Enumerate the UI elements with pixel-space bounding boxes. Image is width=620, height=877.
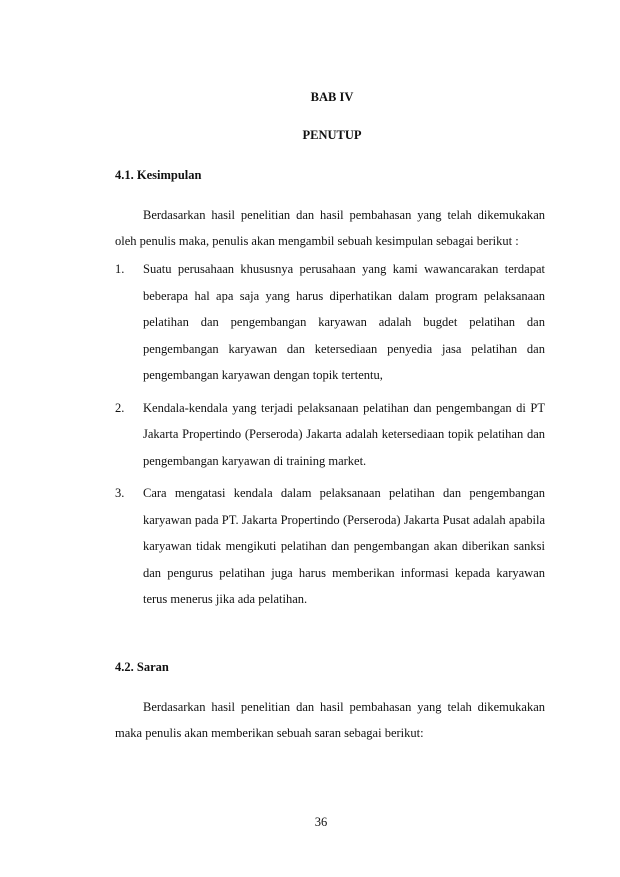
list-item	[115, 480, 545, 613]
list-item-text: Kendala-kendala yang terjadi pelaksanaan pelatihan dan pengembangan di PT Jakarta Propertindo (Perseroda) Jakarta adalah ketersediaan topik pelatihan dan pengembangan karyawan di training market.	[143, 400, 545, 468]
list-item-text: Suatu perusahaan khususnya perusahaan yang kami wawancarakan terdapat beberapa hal apa saja yang harus diperhatikan dalam program pelaksanaan pelatihan dan pengembangan karyawan adalah bugdet pelatihan dan pengembangan karyawan dan ketersediaan penyedia jasa pelatihan dan pengembangan karyawan dengan topik tertentu,	[143, 262, 545, 382]
conclusion-list	[115, 256, 545, 619]
section-intro-kesimpulan: Berdasarkan hasil penelitian dan hasil pembahasan yang telah dikemukakan oleh penulis maka, penulis akan mengambil sebuah kesimpulan sebagai berikut :	[115, 208, 545, 248]
page-number: 36	[314, 815, 328, 829]
list-item	[115, 256, 545, 389]
section-intro-saran: Berdasarkan hasil penelitian dan hasil pembahasan yang telah dikemukakan maka penulis akan memberikan sebuah saran sebagai berikut:	[115, 700, 545, 740]
chapter-title: PENUTUP	[302, 128, 362, 142]
list-item-number: 2.	[115, 400, 125, 415]
chapter-heading: BAB IV	[310, 90, 354, 104]
section-heading-kesimpulan: 4.1. Kesimpulan	[115, 168, 202, 182]
list-item-number: 3.	[115, 486, 125, 500]
section-heading-saran: 4.2. Saran	[115, 660, 169, 674]
list-item	[115, 395, 545, 475]
list-item-number: 1.	[115, 262, 125, 276]
list-item-text: Cara mengatasi kendala dalam pelaksanaan pelatihan dan pengembangan karyawan pada PT. Jakarta Propertindo (Perseroda) Jakarta Pusat adalah apabila karyawan tidak mengikuti pelatihan dan pengembangan akan diberikan sanksi dan pengurus pelatihan juga harus memberikan informasi kepada karyawan terus menerus jika ada pelatihan.	[143, 486, 545, 606]
